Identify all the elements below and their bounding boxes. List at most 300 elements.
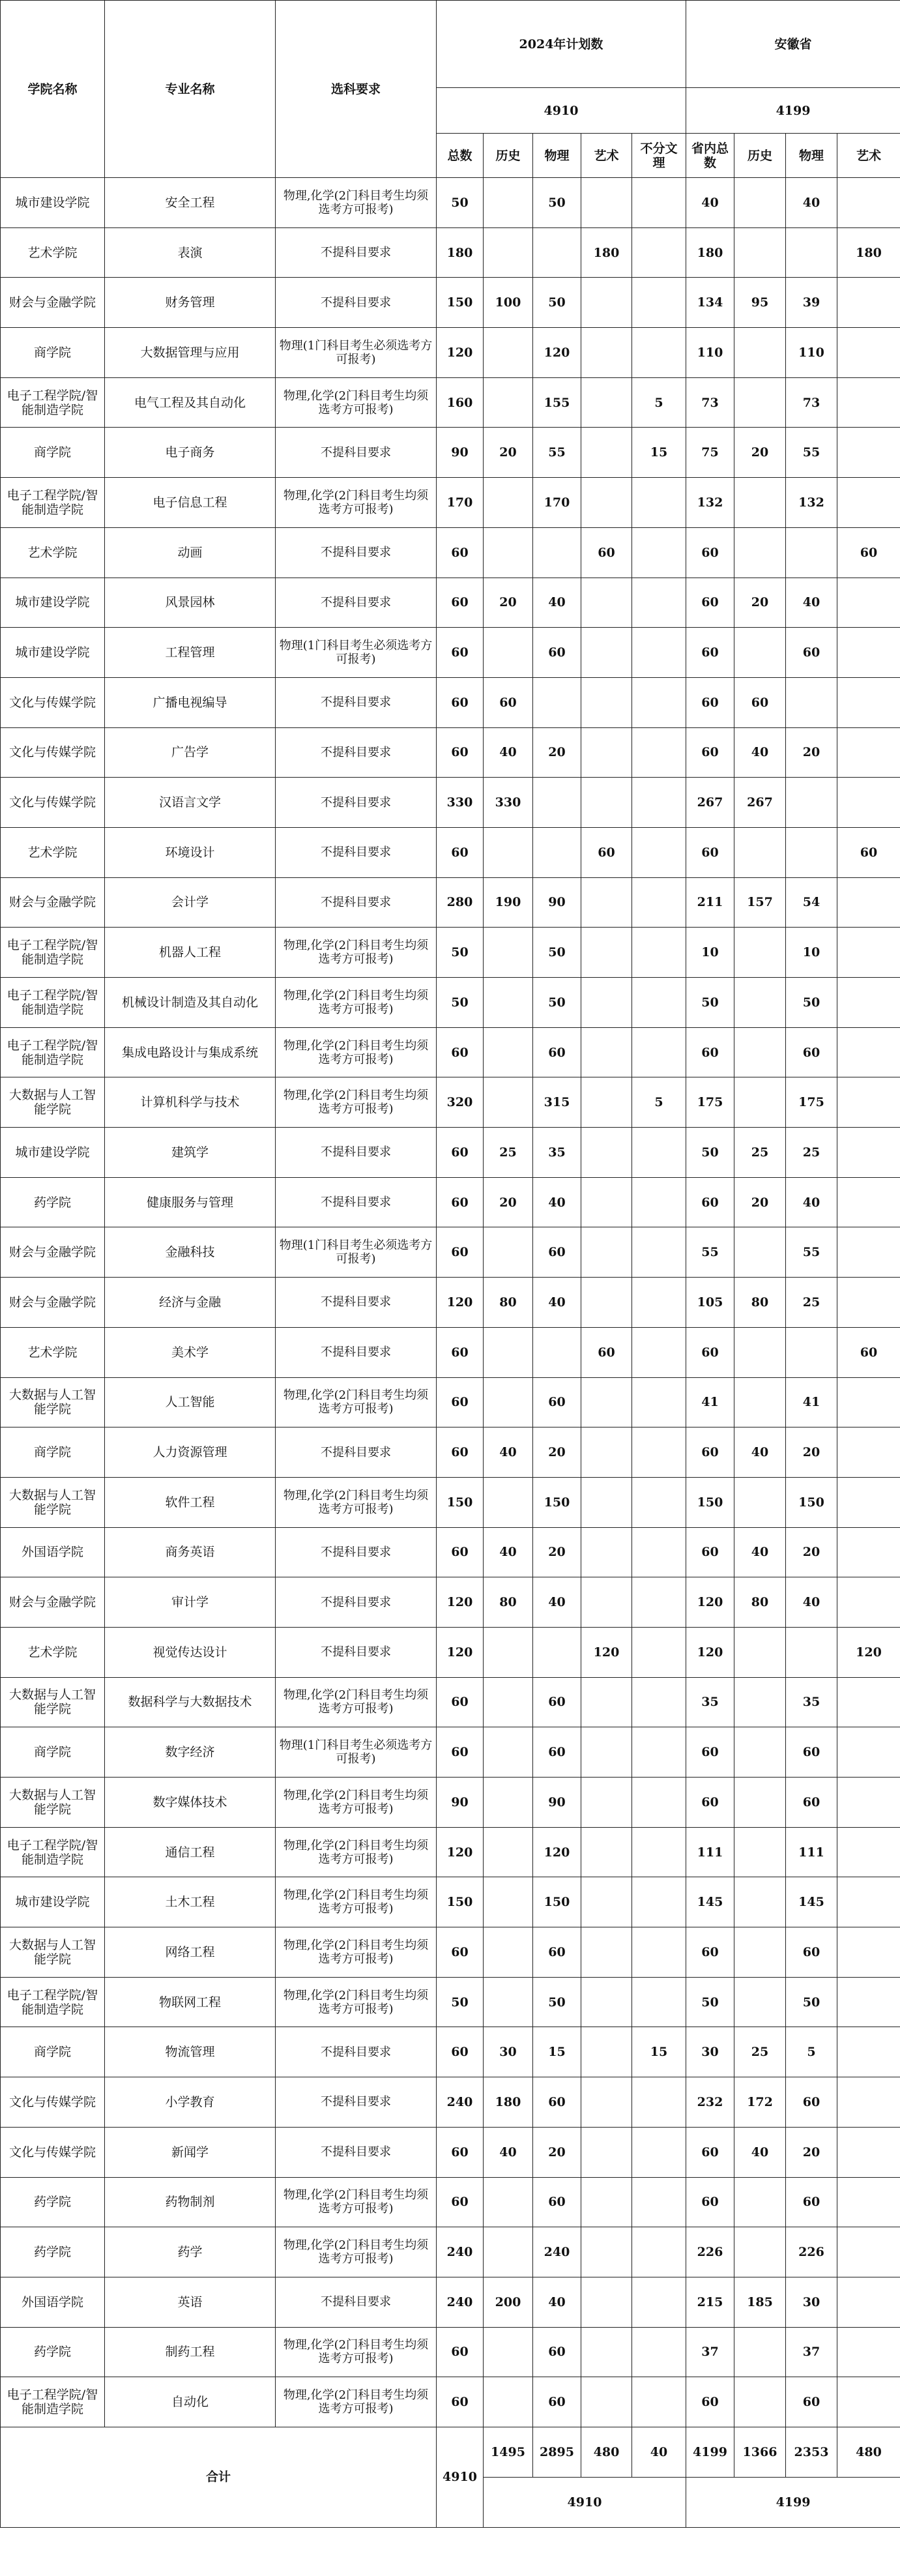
cell-ah-history	[734, 1327, 786, 1377]
cell-ah-history: 20	[734, 578, 786, 628]
cell-unsplit: 5	[632, 1077, 686, 1128]
cell-ah-art: 60	[837, 1327, 900, 1377]
table-row	[1, 2127, 900, 2177]
cell-total: 120	[437, 1827, 484, 1877]
table-row	[1, 1227, 900, 1278]
cell-history	[484, 1778, 533, 1828]
cell-ah-physics: 25	[786, 1278, 837, 1328]
cell-requirement: 物理,化学(2门科目考生均须选考方可报考)	[276, 1077, 437, 1128]
cell-ah-physics: 20	[786, 1527, 837, 1577]
cell-ah-history: 40	[734, 2127, 786, 2177]
cell-requirement: 物理,化学(2门科目考生均须选考方可报考)	[276, 178, 437, 228]
totals-ah-art: 480	[837, 2427, 900, 2477]
cell-ah-physics: 226	[786, 2227, 837, 2277]
cell-ah-physics: 41	[786, 1377, 837, 1427]
cell-ah-art	[837, 428, 900, 478]
cell-physics: 60	[533, 1727, 581, 1778]
cell-total: 240	[437, 2077, 484, 2128]
cell-ah-physics: 39	[786, 278, 837, 328]
cell-ah-art	[837, 2277, 900, 2327]
cell-major: 电子商务	[105, 428, 276, 478]
cell-ah-art: 60	[837, 527, 900, 578]
table-row	[1, 2077, 900, 2128]
cell-ah-total: 60	[686, 1427, 734, 1478]
cell-art	[581, 1227, 632, 1278]
cell-unsplit	[632, 278, 686, 328]
cell-ah-total: 60	[686, 1778, 734, 1828]
cell-college: 城市建设学院	[1, 628, 105, 678]
table-row	[1, 1278, 900, 1328]
cell-requirement: 不提科目要求	[276, 778, 437, 828]
cell-total: 120	[437, 328, 484, 378]
cell-total: 90	[437, 428, 484, 478]
cell-history: 40	[484, 2127, 533, 2177]
cell-unsplit	[632, 1427, 686, 1478]
cell-art	[581, 1927, 632, 1978]
table-row	[1, 1077, 900, 1128]
cell-total: 320	[437, 1077, 484, 1128]
cell-physics: 40	[533, 1177, 581, 1227]
totals-province-sum: 4199	[686, 2477, 900, 2527]
cell-total: 160	[437, 377, 484, 428]
cell-physics: 40	[533, 2277, 581, 2327]
cell-requirement: 物理(1门科目考生必须选考方可报考)	[276, 328, 437, 378]
cell-history: 20	[484, 578, 533, 628]
cell-art	[581, 1077, 632, 1128]
cell-physics: 90	[533, 877, 581, 928]
cell-art	[581, 978, 632, 1028]
cell-history: 180	[484, 2077, 533, 2128]
cell-requirement: 物理,化学(2门科目考生均须选考方可报考)	[276, 1377, 437, 1427]
cell-ah-physics	[786, 1627, 837, 1677]
cell-ah-total: 30	[686, 2027, 734, 2077]
cell-total: 60	[437, 1727, 484, 1778]
cell-college: 文化与传媒学院	[1, 778, 105, 828]
header-province-total: 4199	[686, 88, 900, 134]
cell-ah-history: 172	[734, 2077, 786, 2128]
cell-ah-physics: 132	[786, 478, 837, 528]
cell-major: 药物制剂	[105, 2177, 276, 2227]
cell-total: 50	[437, 978, 484, 1028]
cell-ah-history: 40	[734, 727, 786, 778]
cell-total: 170	[437, 478, 484, 528]
header-in-province-total: 省内总数	[686, 134, 734, 178]
table-row	[1, 628, 900, 678]
cell-unsplit	[632, 1977, 686, 2027]
cell-requirement: 物理,化学(2门科目考生均须选考方可报考)	[276, 1827, 437, 1877]
cell-ah-history	[734, 1627, 786, 1677]
cell-requirement: 物理,化学(2门科目考生均须选考方可报考)	[276, 2327, 437, 2377]
cell-ah-history: 80	[734, 1577, 786, 1628]
cell-unsplit: 5	[632, 377, 686, 428]
cell-college: 电子工程学院/智能制造学院	[1, 377, 105, 428]
cell-ah-physics	[786, 778, 837, 828]
cell-physics: 50	[533, 278, 581, 328]
cell-physics: 20	[533, 1427, 581, 1478]
cell-art	[581, 2177, 632, 2227]
cell-ah-history	[734, 1477, 786, 1527]
cell-requirement: 不提科目要求	[276, 677, 437, 727]
cell-requirement: 物理,化学(2门科目考生均须选考方可报考)	[276, 377, 437, 428]
cell-major: 人力资源管理	[105, 1427, 276, 1478]
cell-requirement: 不提科目要求	[276, 1427, 437, 1478]
table-row	[1, 478, 900, 528]
cell-physics	[533, 1327, 581, 1377]
cell-requirement: 物理,化学(2门科目考生均须选考方可报考)	[276, 478, 437, 528]
cell-total: 120	[437, 1627, 484, 1677]
cell-ah-history: 95	[734, 278, 786, 328]
cell-art: 60	[581, 827, 632, 877]
cell-unsplit	[632, 2377, 686, 2427]
cell-ah-total: 37	[686, 2327, 734, 2377]
cell-history	[484, 628, 533, 678]
table-body	[1, 178, 900, 2427]
cell-college: 外国语学院	[1, 2277, 105, 2327]
cell-history: 200	[484, 2277, 533, 2327]
cell-ah-art	[837, 578, 900, 628]
cell-total: 60	[437, 2127, 484, 2177]
totals-physics: 2895	[533, 2427, 581, 2477]
cell-ah-art	[837, 2377, 900, 2427]
cell-physics: 60	[533, 2327, 581, 2377]
cell-ah-total: 35	[686, 1677, 734, 1727]
table-row	[1, 928, 900, 978]
cell-ah-physics: 73	[786, 377, 837, 428]
cell-requirement: 物理,化学(2门科目考生均须选考方可报考)	[276, 1778, 437, 1828]
cell-total: 60	[437, 1027, 484, 1077]
cell-major: 通信工程	[105, 1827, 276, 1877]
cell-history: 25	[484, 1128, 533, 1178]
cell-major: 金融科技	[105, 1227, 276, 1278]
cell-ah-history	[734, 1778, 786, 1828]
cell-ah-art	[837, 1227, 900, 1278]
cell-total: 50	[437, 1977, 484, 2027]
cell-history	[484, 178, 533, 228]
cell-major: 工程管理	[105, 628, 276, 678]
cell-ah-physics: 175	[786, 1077, 837, 1128]
cell-art	[581, 1477, 632, 1527]
cell-history: 60	[484, 677, 533, 727]
cell-requirement: 不提科目要求	[276, 1627, 437, 1677]
cell-history	[484, 2377, 533, 2427]
cell-ah-physics: 110	[786, 328, 837, 378]
cell-physics: 170	[533, 478, 581, 528]
cell-art	[581, 727, 632, 778]
cell-art	[581, 1128, 632, 1178]
cell-total: 60	[437, 628, 484, 678]
cell-requirement: 物理(1门科目考生必须选考方可报考)	[276, 628, 437, 678]
cell-art	[581, 1427, 632, 1478]
totals-ah-history: 1366	[734, 2427, 786, 2477]
cell-major: 机械设计制造及其自动化	[105, 978, 276, 1028]
cell-art	[581, 478, 632, 528]
cell-unsplit	[632, 1278, 686, 1328]
table-row	[1, 578, 900, 628]
cell-ah-art	[837, 2327, 900, 2377]
cell-ah-art	[837, 1527, 900, 1577]
cell-college: 文化与传媒学院	[1, 2077, 105, 2128]
cell-ah-physics: 40	[786, 1577, 837, 1628]
cell-ah-physics: 55	[786, 428, 837, 478]
cell-major: 财务管理	[105, 278, 276, 328]
cell-ah-physics: 20	[786, 2127, 837, 2177]
cell-ah-total: 145	[686, 1877, 734, 1927]
cell-physics: 155	[533, 377, 581, 428]
cell-ah-total: 120	[686, 1627, 734, 1677]
cell-college: 城市建设学院	[1, 1877, 105, 1927]
cell-art	[581, 778, 632, 828]
cell-ah-art	[837, 1877, 900, 1927]
cell-ah-physics	[786, 827, 837, 877]
cell-requirement: 物理,化学(2门科目考生均须选考方可报考)	[276, 1977, 437, 2027]
cell-ah-physics: 60	[786, 2077, 837, 2128]
cell-unsplit	[632, 578, 686, 628]
cell-total: 60	[437, 2377, 484, 2427]
cell-ah-total: 60	[686, 1027, 734, 1077]
table-row	[1, 2027, 900, 2077]
cell-ah-art	[837, 877, 900, 928]
cell-unsplit	[632, 727, 686, 778]
cell-requirement: 不提科目要求	[276, 827, 437, 877]
cell-total: 90	[437, 1778, 484, 1828]
cell-ah-total: 50	[686, 978, 734, 1028]
cell-total: 60	[437, 2327, 484, 2377]
cell-college: 药学院	[1, 2177, 105, 2227]
cell-ah-history	[734, 827, 786, 877]
cell-art	[581, 2377, 632, 2427]
table-row	[1, 1627, 900, 1677]
cell-history	[484, 377, 533, 428]
cell-ah-history	[734, 2327, 786, 2377]
cell-ah-physics: 111	[786, 1827, 837, 1877]
cell-ah-history	[734, 1227, 786, 1278]
cell-physics: 15	[533, 2027, 581, 2077]
cell-art	[581, 628, 632, 678]
cell-physics: 60	[533, 2377, 581, 2427]
cell-requirement: 物理,化学(2门科目考生均须选考方可报考)	[276, 928, 437, 978]
cell-physics: 60	[533, 1227, 581, 1278]
header-physics: 物理	[533, 134, 581, 178]
table-row	[1, 978, 900, 1028]
cell-ah-history: 80	[734, 1278, 786, 1328]
cell-requirement: 不提科目要求	[276, 578, 437, 628]
cell-history: 100	[484, 278, 533, 328]
table-row	[1, 1177, 900, 1227]
cell-unsplit	[632, 1577, 686, 1628]
cell-total: 150	[437, 1477, 484, 1527]
table-row	[1, 778, 900, 828]
cell-major: 会计学	[105, 877, 276, 928]
cell-total: 150	[437, 278, 484, 328]
table-row	[1, 178, 900, 228]
cell-unsplit	[632, 2077, 686, 2128]
cell-total: 120	[437, 1278, 484, 1328]
cell-major: 数据科学与大数据技术	[105, 1677, 276, 1727]
cell-history	[484, 2227, 533, 2277]
cell-ah-physics: 40	[786, 578, 837, 628]
cell-ah-physics: 35	[786, 1677, 837, 1727]
cell-college: 药学院	[1, 2227, 105, 2277]
cell-ah-physics	[786, 1327, 837, 1377]
cell-ah-physics: 60	[786, 1927, 837, 1978]
cell-ah-physics: 40	[786, 1177, 837, 1227]
cell-major: 机器人工程	[105, 928, 276, 978]
cell-unsplit	[632, 928, 686, 978]
cell-ah-history: 40	[734, 1527, 786, 1577]
cell-ah-total: 60	[686, 578, 734, 628]
cell-major: 视觉传达设计	[105, 1627, 276, 1677]
cell-history	[484, 328, 533, 378]
cell-unsplit	[632, 778, 686, 828]
cell-unsplit	[632, 1677, 686, 1727]
cell-ah-physics: 40	[786, 178, 837, 228]
cell-art	[581, 2277, 632, 2327]
cell-art	[581, 1877, 632, 1927]
cell-college: 大数据与人工智能学院	[1, 1477, 105, 1527]
header-province-title: 安徽省	[686, 1, 900, 88]
cell-art	[581, 178, 632, 228]
cell-history: 80	[484, 1577, 533, 1628]
cell-college: 文化与传媒学院	[1, 727, 105, 778]
cell-history	[484, 1877, 533, 1927]
cell-history	[484, 1977, 533, 2027]
table-row	[1, 328, 900, 378]
cell-college: 大数据与人工智能学院	[1, 1927, 105, 1978]
cell-college: 财会与金融学院	[1, 1577, 105, 1628]
cell-physics: 40	[533, 1577, 581, 1628]
cell-ah-art	[837, 1128, 900, 1178]
cell-physics: 240	[533, 2227, 581, 2277]
cell-history	[484, 1827, 533, 1877]
cell-art	[581, 2227, 632, 2277]
cell-requirement: 不提科目要求	[276, 1177, 437, 1227]
cell-total: 60	[437, 527, 484, 578]
cell-unsplit	[632, 2177, 686, 2227]
cell-history: 40	[484, 1427, 533, 1478]
cell-unsplit	[632, 2127, 686, 2177]
cell-unsplit	[632, 1778, 686, 1828]
cell-requirement: 物理,化学(2门科目考生均须选考方可报考)	[276, 1927, 437, 1978]
cell-major: 英语	[105, 2277, 276, 2327]
cell-history: 20	[484, 1177, 533, 1227]
cell-ah-physics: 50	[786, 1977, 837, 2027]
cell-requirement: 不提科目要求	[276, 227, 437, 278]
cell-ah-art	[837, 1977, 900, 2027]
cell-history	[484, 978, 533, 1028]
cell-total: 120	[437, 1577, 484, 1628]
cell-major: 汉语言文学	[105, 778, 276, 828]
cell-art: 60	[581, 527, 632, 578]
cell-art	[581, 1778, 632, 1828]
cell-history	[484, 827, 533, 877]
cell-college: 大数据与人工智能学院	[1, 1377, 105, 1427]
cell-major: 电子信息工程	[105, 478, 276, 528]
cell-total: 60	[437, 1227, 484, 1278]
cell-ah-physics: 60	[786, 2177, 837, 2227]
cell-ah-total: 215	[686, 2277, 734, 2327]
cell-ah-physics: 54	[786, 877, 837, 928]
cell-total: 50	[437, 178, 484, 228]
cell-ah-total: 60	[686, 2127, 734, 2177]
cell-history	[484, 1627, 533, 1677]
cell-ah-art	[837, 677, 900, 727]
cell-unsplit	[632, 877, 686, 928]
cell-college: 城市建设学院	[1, 178, 105, 228]
table-row	[1, 2327, 900, 2377]
cell-ah-history	[734, 2377, 786, 2427]
cell-history	[484, 227, 533, 278]
cell-college: 商学院	[1, 328, 105, 378]
table-row	[1, 727, 900, 778]
cell-ah-total: 60	[686, 527, 734, 578]
cell-physics: 315	[533, 1077, 581, 1128]
cell-history	[484, 527, 533, 578]
cell-major: 物流管理	[105, 2027, 276, 2077]
cell-college: 艺术学院	[1, 227, 105, 278]
cell-total: 330	[437, 778, 484, 828]
totals-unsplit: 40	[632, 2427, 686, 2477]
cell-college: 电子工程学院/智能制造学院	[1, 478, 105, 528]
cell-ah-physics: 60	[786, 1727, 837, 1778]
table-row	[1, 377, 900, 428]
cell-unsplit	[632, 227, 686, 278]
cell-total: 240	[437, 2277, 484, 2327]
cell-ah-total: 267	[686, 778, 734, 828]
cell-college: 艺术学院	[1, 1327, 105, 1377]
cell-ah-physics: 20	[786, 1427, 837, 1478]
cell-ah-total: 105	[686, 1278, 734, 1328]
table-row	[1, 827, 900, 877]
cell-college: 大数据与人工智能学院	[1, 1778, 105, 1828]
table-row	[1, 1427, 900, 1478]
cell-college: 财会与金融学院	[1, 1227, 105, 1278]
cell-physics: 150	[533, 1877, 581, 1927]
cell-college: 电子工程学院/智能制造学院	[1, 928, 105, 978]
cell-art	[581, 1977, 632, 2027]
cell-ah-total: 60	[686, 2377, 734, 2427]
cell-major: 小学教育	[105, 2077, 276, 2128]
cell-physics	[533, 1627, 581, 1677]
cell-ah-history: 40	[734, 1427, 786, 1478]
cell-physics	[533, 778, 581, 828]
cell-unsplit	[632, 1877, 686, 1927]
cell-ah-total: 50	[686, 1128, 734, 1178]
table-row	[1, 1677, 900, 1727]
cell-ah-history	[734, 1827, 786, 1877]
cell-art	[581, 677, 632, 727]
cell-requirement: 物理,化学(2门科目考生均须选考方可报考)	[276, 2377, 437, 2427]
cell-college: 艺术学院	[1, 527, 105, 578]
table-row	[1, 1827, 900, 1877]
cell-ah-art	[837, 2177, 900, 2227]
cell-ah-total: 73	[686, 377, 734, 428]
cell-requirement: 物理,化学(2门科目考生均须选考方可报考)	[276, 1877, 437, 1927]
cell-ah-art	[837, 628, 900, 678]
cell-college: 财会与金融学院	[1, 278, 105, 328]
cell-art	[581, 2127, 632, 2177]
cell-major: 安全工程	[105, 178, 276, 228]
cell-unsplit	[632, 478, 686, 528]
cell-unsplit	[632, 978, 686, 1028]
cell-college: 文化与传媒学院	[1, 677, 105, 727]
cell-ah-total: 60	[686, 628, 734, 678]
cell-physics: 20	[533, 2127, 581, 2177]
table-row	[1, 1577, 900, 1628]
cell-ah-total: 60	[686, 677, 734, 727]
table-row	[1, 227, 900, 278]
cell-history: 190	[484, 877, 533, 928]
totals-ah-total: 4199	[686, 2427, 734, 2477]
